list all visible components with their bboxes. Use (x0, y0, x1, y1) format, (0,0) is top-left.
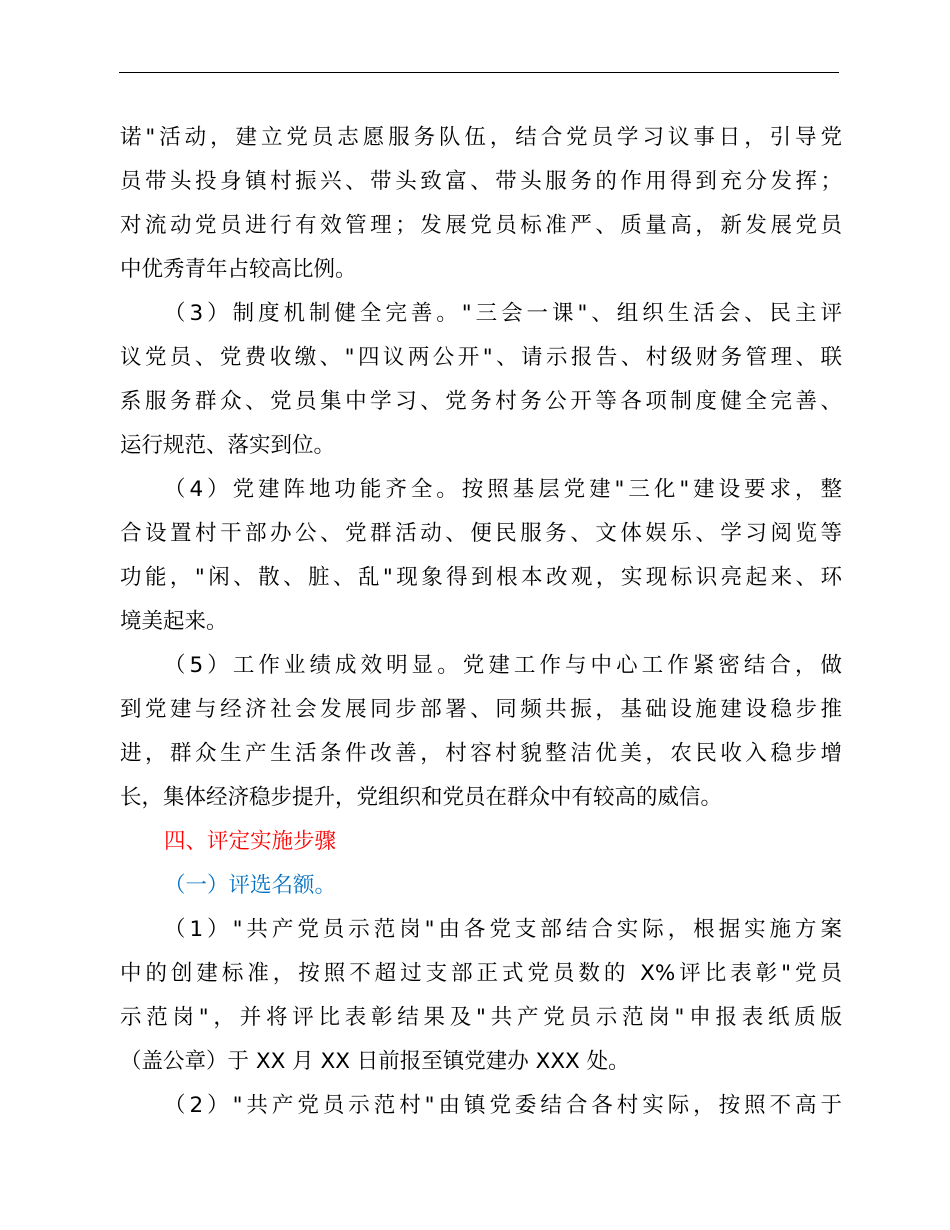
section-heading: 四、评定实施步骤 (164, 829, 337, 854)
paragraph-line: 系服务群众、党员集中学习、党务村务公开等各项制度健全完善、 (120, 389, 842, 414)
paragraph-line: （5）工作业绩成效明显。党建工作与中心工作紧密结合，做 (164, 653, 842, 678)
paragraph-line: （4）党建阵地功能齐全。按照基层党建"三化"建设要求，整 (164, 477, 842, 502)
paragraph-line: （盖公章）于 XX 月 XX 日前报至镇党建办 XXX 处。 (120, 1049, 630, 1074)
paragraph-line: 长，集体经济稳步提升，党组织和党员在群众中有较高的威信。 (120, 785, 723, 810)
paragraph-line: 运行规范、落实到位。 (120, 433, 336, 458)
paragraph-line: （2）"共产党员示范村"由镇党委结合各村实际，按照不高于 (164, 1093, 842, 1118)
paragraph-line: 境美起来。 (120, 609, 228, 634)
subsection-heading: （一）评选名额。 (164, 873, 337, 898)
paragraph-line: 到党建与经济社会发展同步部署、同频共振，基础设施建设稳步推 (120, 697, 842, 722)
paragraph-line: 示范岗"，并将评比表彰结果及"共产党员示范岗"申报表纸质版 (120, 1005, 842, 1030)
paragraph-line: 功能，"闲、散、脏、乱"现象得到根本改观，实现标识亮起来、环 (120, 565, 842, 590)
paragraph-line: 中的创建标准，按照不超过支部正式党员数的 X%评比表彰"党员 (120, 961, 842, 986)
paragraph-line: 对流动党员进行有效管理；发展党员标准严、质量高，新发展党员 (120, 213, 842, 238)
paragraph-line: 议党员、党费收缴、"四议两公开"、请示报告、村级财务管理、联 (120, 345, 842, 370)
paragraph-line: （3）制度机制健全完善。"三会一课"、组织生活会、民主评 (164, 301, 842, 326)
paragraph-line: 进，群众生产生活条件改善，村容村貌整洁优美，农民收入稳步增 (120, 741, 842, 766)
paragraph-line: （1）"共产党员示范岗"由各党支部结合实际，根据实施方案 (164, 917, 842, 942)
paragraph-line: 中优秀青年占较高比例。 (120, 257, 357, 282)
header-rule (119, 72, 839, 73)
paragraph-line: 诺"活动，建立党员志愿服务队伍，结合党员学习议事日，引导党 (120, 125, 842, 150)
paragraph-line: 员带头投身镇村振兴、带头致富、带头服务的作用得到充分发挥； (120, 169, 842, 194)
paragraph-line: 合设置村干部办公、党群活动、便民服务、文体娱乐、学习阅览等 (120, 521, 842, 546)
document-body (120, 116, 842, 1128)
